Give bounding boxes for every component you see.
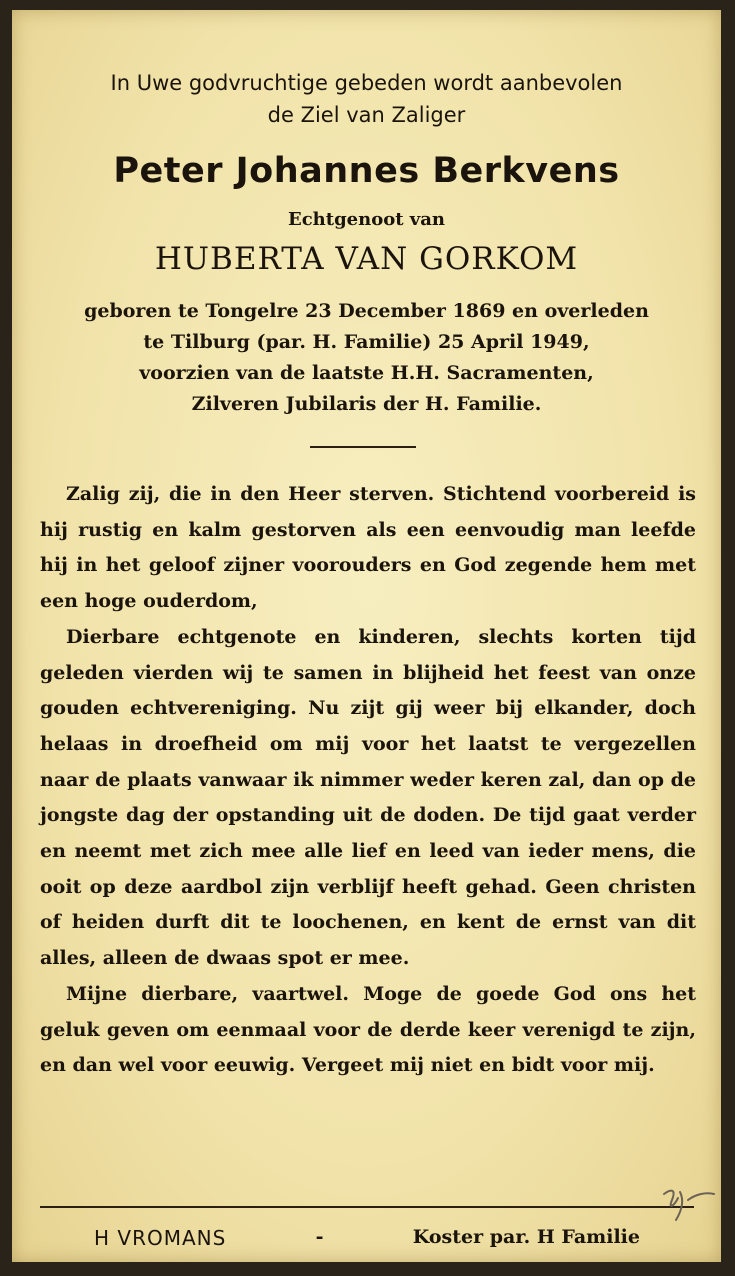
intro-line-1: In Uwe godvruchtige gebeden wordt aanbevolen: [110, 71, 623, 95]
printer-role: Koster par. H Familie: [412, 1226, 640, 1248]
pencil-mark-icon: [658, 1180, 718, 1228]
memorial-text: [40, 477, 696, 1084]
memorial-card: [12, 10, 721, 1262]
death-line: te Tilburg (par. H. Familie) 25 April 1949,: [143, 331, 590, 353]
footer-separator: -: [315, 1226, 324, 1248]
paragraph-3: Mijne dierbare, vaartwel. Moge de goede God ons het geluk geven om eenmaal voor de derde keer verenigd te zijn, en dan wel voor eeuwig. Vergeet mij niet en bidt voor mij.: [40, 982, 696, 1077]
life-details: [12, 296, 721, 420]
intro-line-2: de Ziel van Zaliger: [267, 103, 466, 127]
birth-line: geboren te Tongelre 23 December 1869 en overleden: [84, 300, 649, 322]
paragraph-1: Zalig zij, die in den Heer sterven. Stichtend voorbereid is hij rustig en kalm gestorven als een eenvoudig man leefde hij in het geloof zijner voorouders en God zegende hem met een hoge ouderdom,: [40, 483, 696, 613]
printer-footer: [40, 1226, 694, 1250]
spouse-label: Echtgenoot van: [287, 209, 445, 230]
sacraments-line: voorzien van de laatste H.H. Sacramenten,: [139, 362, 594, 384]
short-divider: [310, 446, 416, 448]
paragraph-2: Dierbare echtgenote en kinderen, slechts korten tijd geleden vierden wij te samen in blijheid het feest van onze gouden echtvereniging. Nu zijt gij weer bij elkander, doch helaas in droefheid om mij voor het laatst te vergezellen naar de plaats vanwaar ik nimmer weder keren zal, dan op de jongste dag der opstanding uit de doden. De tijd gaat verder en neemt met zich mee alle lief en leed van ieder mens, die ooit op deze aardbol zijn verblijf heeft gehad. Geen christen of heiden durft dit te loochenen, en kent de ernst van dit alles, alleen de dwaas spot er mee.: [40, 625, 696, 970]
footer-divider: [40, 1206, 694, 1208]
printer-name: H VROMANS: [94, 1226, 227, 1250]
spouse-name: HUBERTA VAN GORKOM: [154, 241, 579, 277]
deceased-name: Peter Johannes Berkvens: [113, 151, 620, 191]
jubilee-line: Zilveren Jubilaris der H. Familie.: [191, 393, 542, 415]
